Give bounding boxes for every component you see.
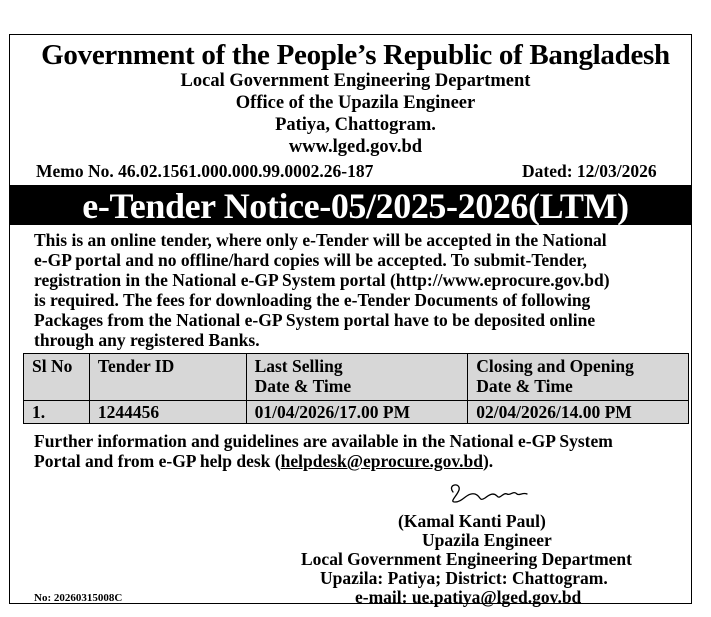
signatory-email[interactable]: e-mail: ue.patiya@lged.gov.bd [355, 587, 582, 607]
cell-closing-opening: 02/04/2026/14.00 PM [468, 401, 689, 424]
signatory-department: Local Government Engineering Department [301, 549, 632, 569]
intro-line-4: is required. The fees for downloading the e-Tender Documents of following [34, 290, 591, 310]
signature-mark [445, 480, 555, 510]
header-tender-id: Tender ID [89, 354, 246, 401]
header-office: Office of the Upazila Engineer [235, 93, 476, 113]
table-header-row [24, 354, 689, 401]
header-sl-no: Sl No [24, 354, 90, 401]
intro-line-1: This is an online tender, where only e-Tender will be accepted in the National [34, 230, 607, 250]
signatory-designation: Upazila Engineer [422, 530, 552, 550]
signatory-name: (Kamal Kanti Paul) [398, 511, 546, 531]
further-info-line-2: Portal and from e-GP help desk (helpdesk@eprocure.gov.bd). [34, 451, 494, 471]
cell-tender-id: 1244456 [89, 401, 246, 424]
further-info-line-1: Further information and guidelines are available in the National e-GP System [34, 431, 613, 451]
header-location: Patiya, Chattogram. [275, 115, 436, 135]
notice-title: e-Tender Notice-05/2025-2026(LTM) [82, 186, 629, 226]
footer-number: No: 20260315008C [34, 592, 123, 604]
intro-line-3: registration in the National e-GP System portal (http://www.eprocure.gov.bd) [34, 270, 610, 290]
memo-date: Dated: 12/03/2026 [522, 161, 657, 181]
intro-line-5: Packages from the National e-GP System portal have to be deposited online [34, 310, 596, 330]
memo-number: Memo No. 46.02.1561.000.000.99.0002.26-187 [36, 161, 374, 181]
header-government: Government of the People’s Republic of Bangladesh [41, 39, 670, 71]
tender-table [23, 353, 689, 424]
cell-last-selling: 01/04/2026/17.00 PM [246, 401, 468, 424]
header-department: Local Government Engineering Department [180, 71, 531, 91]
header-closing-opening: Closing and Opening Date & Time [468, 354, 689, 401]
header-website[interactable]: www.lged.gov.bd [288, 137, 423, 157]
table-row [24, 401, 689, 424]
intro-line-2: e-GP portal and no offline/hard copies will be accepted. To submit-Tender, [34, 250, 587, 270]
signatory-location: Upazila: Patiya; District: Chattogram. [320, 568, 608, 588]
intro-line-6: through any registered Banks. [34, 330, 260, 350]
cell-sl-no: 1. [24, 401, 90, 424]
helpdesk-email-link[interactable]: helpdesk@eprocure.gov.bd [280, 451, 483, 471]
header-last-selling: Last Selling Date & Time [246, 354, 468, 401]
